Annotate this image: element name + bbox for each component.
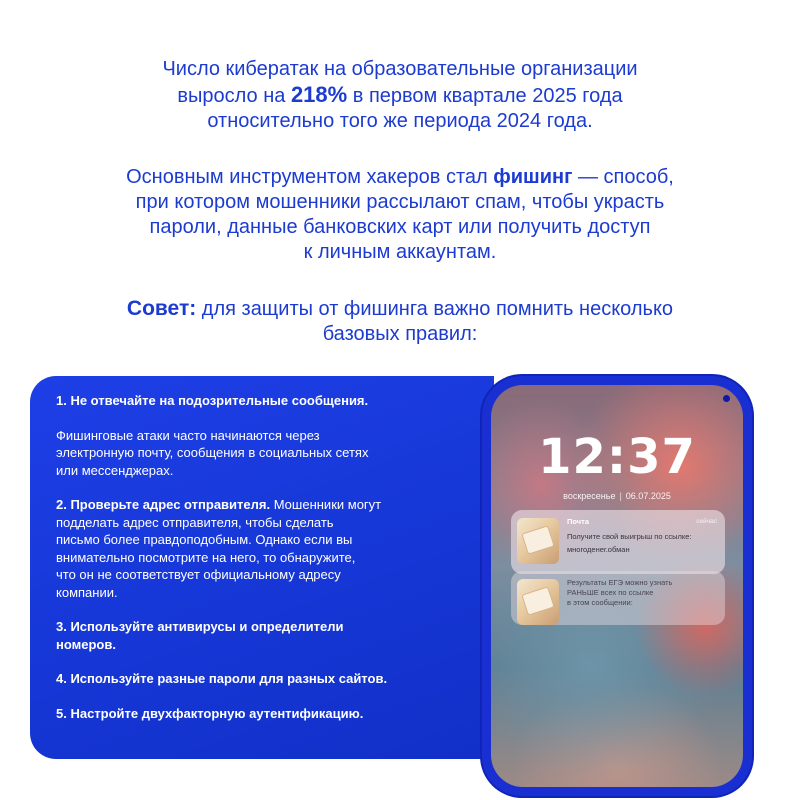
rule-4 xyxy=(56,670,480,688)
notification-link: многоденег.обман xyxy=(567,545,630,554)
advice-label: Совет: xyxy=(126,297,197,320)
lock-screen xyxy=(491,385,743,787)
rule-text: внимательно посмотрите на него, то обнаружите, xyxy=(56,549,356,565)
rule-text: или мессенджерах. xyxy=(56,462,174,478)
phone-mockup xyxy=(482,376,752,796)
rule-text: электронную почту, сообщения в социальных сетях xyxy=(56,445,369,460)
rule-title: 2. Проверьте адрес отправителя. xyxy=(56,497,271,512)
notification-app-name: Почта xyxy=(567,517,589,526)
notification-text: РАНЬШЕ всех по ссылке xyxy=(567,588,654,597)
message-notification[interactable] xyxy=(511,571,725,625)
date-separator: | xyxy=(619,491,622,501)
envelope-thumbnail-icon xyxy=(517,579,559,625)
rule-5 xyxy=(56,705,480,723)
rule-title: 4. Используйте разные пароли для разных сайтов. xyxy=(56,671,388,686)
rule-1 xyxy=(56,392,480,410)
rule-text: письмо более правдоподобным. Однако если вы xyxy=(56,532,353,547)
advice-paragraph xyxy=(40,296,760,347)
intro-line: Число кибератак на образовательные организации xyxy=(162,58,638,80)
weekday: воскресенье xyxy=(563,491,616,501)
phishing-paragraph xyxy=(40,165,760,265)
intro-paragraph xyxy=(40,57,760,134)
phishing-text: Основным инструментом хакеров стал xyxy=(126,166,494,188)
rule-title: номеров. xyxy=(56,636,116,652)
notification-text: Получите свой выигрыш по ссылке: xyxy=(567,532,692,541)
phishing-highlight: фишинг xyxy=(493,166,573,188)
notification-text: Результаты ЕГЭ можно узнать xyxy=(567,578,673,587)
intro-line: относительно того же периода 2024 года. xyxy=(207,110,593,132)
phishing-line: к личным аккаунтам. xyxy=(303,241,497,263)
lock-screen-time: 12:37 xyxy=(538,429,696,485)
rule-text: что он не соответствует официальному адресу xyxy=(56,567,341,582)
notification-time: сейчас xyxy=(696,518,717,525)
advice-text: для защиты от фишинга важно помнить несколько xyxy=(196,298,674,320)
phishing-line: пароли, данные банковских карт или получить доступ xyxy=(149,216,651,238)
rule-1-description xyxy=(56,427,480,480)
rule-text: подделать адрес отправителя, чтобы сделать xyxy=(56,514,334,530)
rules-panel xyxy=(30,376,494,759)
phishing-text: — способ, xyxy=(572,166,674,188)
rule-text: Мошенники могут xyxy=(270,497,382,512)
phishing-line: при котором мошенники рассылают спам, чтобы украсть xyxy=(135,191,665,213)
rule-title: 5. Настройте двухфакторную аутентификацию. xyxy=(56,705,364,721)
percentage-highlight: 218% xyxy=(290,82,348,107)
rule-title: 3. Используйте антивирусы и определители xyxy=(56,619,344,634)
rule-2 xyxy=(56,496,480,601)
notification-text: в этом сообщении: xyxy=(567,598,633,607)
envelope-thumbnail-icon xyxy=(517,518,559,564)
advice-line xyxy=(40,296,760,322)
lock-screen-date xyxy=(491,491,743,501)
intro-text: выросло на xyxy=(177,85,291,107)
rule-text xyxy=(56,496,480,514)
camera-icon xyxy=(723,395,730,402)
rule-text: компании. xyxy=(56,584,118,600)
advice-line: базовых правил: xyxy=(322,323,478,345)
date: 06.07.2025 xyxy=(625,491,671,501)
intro-text: в первом квартале 2025 года xyxy=(347,85,623,107)
mail-notification[interactable] xyxy=(511,510,725,574)
rule-text: Фишинговые атаки часто начинаются через xyxy=(56,427,320,443)
phishing-line xyxy=(40,165,760,190)
rule-3 xyxy=(56,618,480,653)
intro-line xyxy=(40,82,760,109)
rule-title: 1. Не отвечайте на подозрительные сообщения. xyxy=(56,393,369,408)
